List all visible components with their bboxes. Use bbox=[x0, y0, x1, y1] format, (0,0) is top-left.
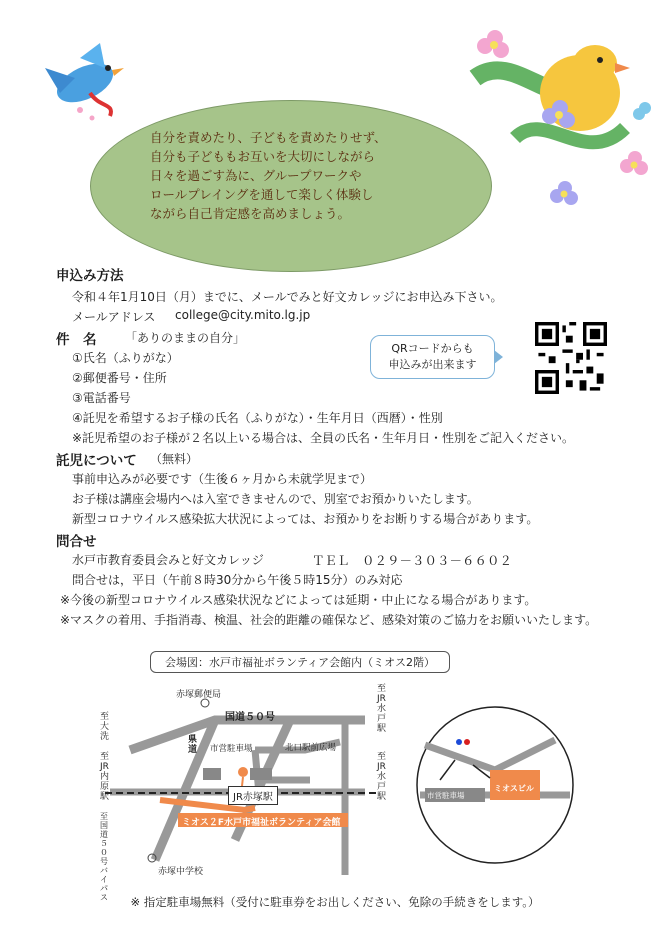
blue-bird-illustration bbox=[30, 38, 130, 123]
venue-map bbox=[95, 680, 615, 895]
map-right-top: 至JR水戸駅 bbox=[377, 684, 387, 734]
email-address: college@city.mito.lg.jp bbox=[175, 308, 311, 322]
childcare-line: 事前申込みが必要です（生後６ヶ月から未就学児まで） bbox=[72, 472, 373, 486]
notice-postpone: ※今後の新型コロナウイルス感染状況などによっては延期・中止になる場合があります。 bbox=[60, 593, 537, 607]
application-heading: 申込み方法 bbox=[56, 268, 124, 284]
subject-item-phone: ③電話番号 bbox=[72, 391, 131, 405]
map-mios-label: ミオス２F水戸市福祉ボランティア会館 bbox=[182, 818, 341, 828]
application-deadline: 令和４年1月10日（月）までに、メールでみと好文カレッジにお申込み下さい。 bbox=[72, 290, 503, 304]
map-diagonal-road: 県道 bbox=[188, 735, 198, 755]
subject-value: 「ありのままの自分」 bbox=[125, 331, 246, 345]
qr-code[interactable] bbox=[535, 322, 607, 394]
map-route50: 国道５０号 bbox=[225, 712, 275, 723]
map-school: 赤塚中学校 bbox=[158, 867, 204, 877]
childcare-heading-note: （無料） bbox=[150, 452, 199, 466]
map-city-parking: 市営駐車場 bbox=[210, 744, 253, 754]
subject-item-name: ①氏名（ふりがな） bbox=[72, 351, 179, 365]
contact-org: 水戸市教育委員会みと好文カレッジ bbox=[72, 553, 264, 567]
notice-mask: ※マスクの着用、手指消毒、検温、社会的距離の確保など、感染対策のご協力をお願いいたします。 bbox=[60, 613, 598, 627]
parking-footer: ※ 指定駐車場無料（受付に駐車券をお出しください、免除の手続きをします。） bbox=[130, 895, 540, 909]
subject-note: ※託児希望のお子様が２名以上いる場合は、全員の氏名・生年月日・性別をご記入ください。 bbox=[72, 431, 575, 445]
map-inset-parking: 市営駐車場 bbox=[427, 791, 465, 800]
map-station: JR赤塚駅 bbox=[228, 786, 278, 805]
map-left-bottom: 至国道５０号バイパス bbox=[100, 812, 108, 902]
map-left-top: 至大洗 bbox=[100, 712, 110, 742]
childcare-heading: 託児について bbox=[56, 453, 137, 469]
contact-tel: ＴＥＬ ０２９－３０３－６６０２ bbox=[312, 553, 513, 568]
intro-text: 自分を責めたり、子どもを責めたりせず、 自分も子どももお互いを大切にしながら 日々を過ごす為に、グループワークや ロールプレイングを通して楽しく体験し ながら自己肯定感を高めましょう。 bbox=[150, 130, 387, 221]
subject-label: 件 名 bbox=[56, 332, 97, 348]
map-north-exit: 北口駅前広場 bbox=[285, 743, 337, 753]
map-inset-mios: ミオスビル bbox=[494, 784, 534, 793]
map-post-office: 赤塚郵便局 bbox=[176, 690, 222, 700]
map-right-mid: 至JR水戸駅 bbox=[377, 752, 387, 802]
contact-heading: 問合せ bbox=[56, 534, 97, 550]
email-label: メールアドレス bbox=[72, 310, 156, 324]
childcare-line: 新型コロナウイルス感染拡大状況によっては、お預かりをお断りする場合があります。 bbox=[72, 512, 539, 526]
contact-hours: 問合せは，平日（午前８時30分から午後５時15分）のみ対応 bbox=[72, 573, 403, 587]
subject-item-address: ②郵便番号・住所 bbox=[72, 371, 167, 385]
childcare-line: お子様は講座会場内へは入室できませんので、別室でお預かりいたします。 bbox=[72, 492, 479, 506]
qr-callout: QRコードからも 申込みが出来ます bbox=[370, 335, 495, 379]
subject-item-child: ④託児を希望するお子様の氏名（ふりがな）・生年月日（西暦）・性別 bbox=[72, 411, 443, 425]
map-left-mid: 至JR内原駅 bbox=[100, 752, 110, 802]
venue-title: 会場図：水戸市福祉ボランティア会館内（ミオス2階） bbox=[150, 651, 450, 673]
